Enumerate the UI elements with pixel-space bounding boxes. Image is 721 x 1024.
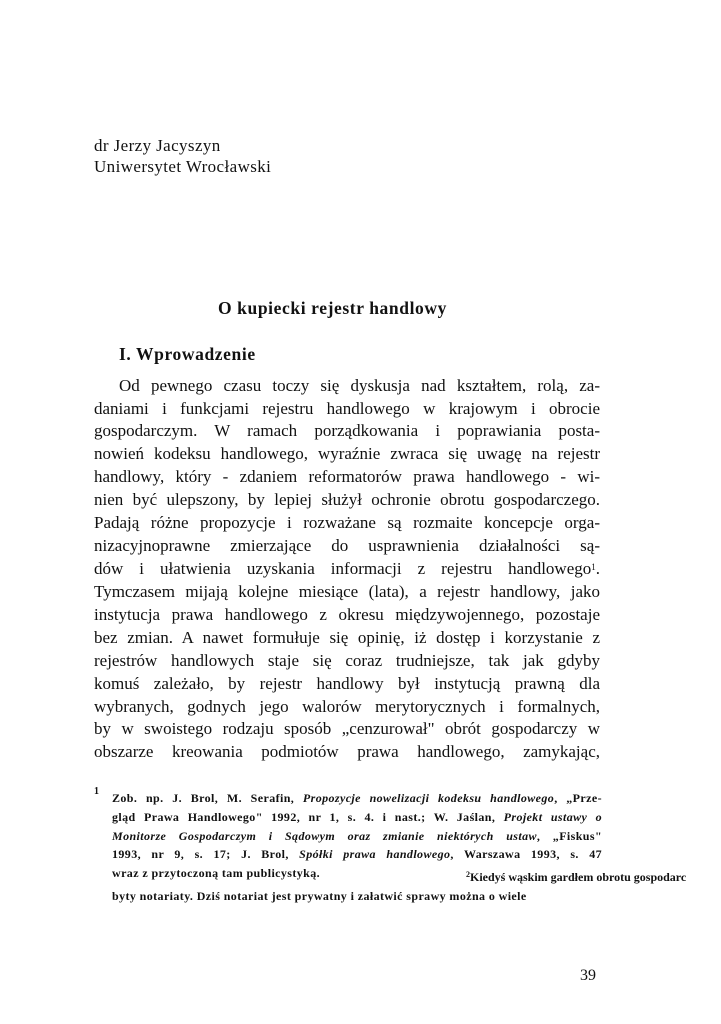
- body-line: nien być ulepszony, by lepiej służył ochronie obrotu gospodarczego.: [94, 490, 600, 509]
- footnote-2-text: Kiedyś wąskim gardłem obrotu gospodarc: [470, 870, 687, 884]
- body-line: rejestrów handlowych staje się coraz trudniejsze, tak jak gdyby: [94, 651, 600, 670]
- body-line: Od pewnego czasu toczy się dyskusja nad kształtem, rolą, za-: [119, 376, 600, 395]
- footnote-line: Zob. np. J. Brol, M. Serafin, Propozycje nowelizacji kodeksu handlowego, „Prze-: [112, 791, 602, 805]
- body-line-with-footnote: [94, 559, 600, 579]
- body-line: handlowy, który - zdaniem reformatorów prawa handlowego - wi-: [94, 467, 600, 486]
- author-affiliation: Uniwersytet Wrocławski: [94, 157, 272, 176]
- article-title: O kupiecki rejestr handlowy: [218, 298, 447, 318]
- footnote-2-mark: 2: [466, 870, 470, 879]
- body-line-text: dów i ułatwienia uzyskania informacji z rejestru handlowego: [94, 559, 592, 578]
- footnote-reference-suffix: .: [595, 559, 600, 578]
- body-line: wybranych, godnych jego walorów merytorycznych i formalnych,: [94, 697, 600, 716]
- body-line: Padają różne propozycje i rozważane są rozmaite koncepcje orga-: [94, 513, 600, 532]
- author-name: dr Jerzy Jacyszyn: [94, 136, 221, 155]
- body-line: daniami i funkcjami rejestru handlowego w krajowym i obrocie: [94, 399, 600, 418]
- footnote-reference[interactable]: 1: [591, 562, 596, 572]
- page-number: 39: [580, 967, 596, 984]
- footnote-line: wraz z przytoczoną tam publicystyką.: [112, 866, 321, 880]
- body-line: by w swoistego rodzaju sposób „cenzurował" obrót gospodarczy w: [94, 719, 600, 738]
- body-line: nowień kodeksu handlowego, wyraźnie zwraca się uwagę na rejestr: [94, 444, 600, 463]
- body-line: Tymczasem mijają kolejne miesiące (lata), a rejestr handlowy, jako: [94, 582, 600, 601]
- footnote-continuation: byty notariaty. Dziś notariat jest prywatny i załatwić sprawy można o wiele: [112, 889, 527, 903]
- body-line: obszarze kreowania podmiotów prawa handlowego, zamykając,: [94, 742, 600, 761]
- footnote-line: gląd Prawa Handlowego" 1992, nr 1, s. 4. i nast.; W. Jaślan, Projekt ustawy o: [112, 810, 603, 824]
- footnote-line: Monitorze Gospodarczym i Sądowym oraz zmianie niektórych ustaw, „Fiskus": [112, 829, 603, 843]
- section-heading: I. Wprowadzenie: [119, 344, 256, 364]
- body-line: bez zmian. A nawet formułuje się opinię, iż dostęp i korzystanie z: [94, 628, 600, 647]
- footnote-2: [466, 870, 686, 885]
- footnote-1-mark: 1: [94, 786, 99, 797]
- body-line: gospodarczym. W ramach porządkowania i poprawiania posta-: [94, 421, 600, 440]
- footnote-line: 1993, nr 9, s. 17; J. Brol, Spółki prawa handlowego, Warszawa 1993, s. 47: [112, 847, 602, 861]
- body-line: instytucja prawa handlowego z okresu międzywojennego, pozostaje: [94, 605, 600, 624]
- body-line: nizacyjnoprawne zmierzające do usprawnienia działalności są-: [94, 536, 600, 555]
- body-line: komuś zależało, by rejestr handlowy był instytucją prawną dla: [94, 674, 600, 693]
